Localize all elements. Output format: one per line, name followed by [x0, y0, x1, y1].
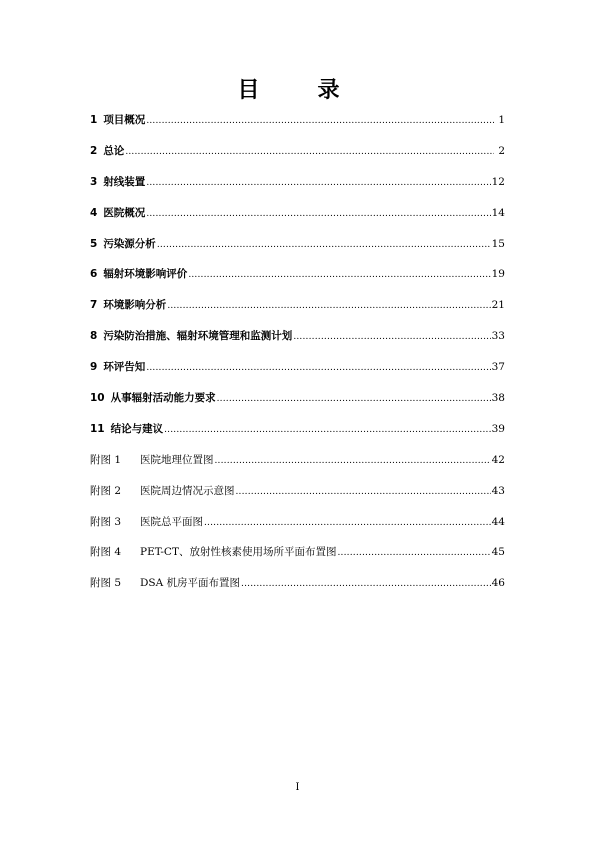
toc-page-number: 2 — [498, 144, 505, 157]
toc-entry-4[interactable] — [90, 205, 505, 236]
dot-leader — [188, 270, 490, 280]
dot-leader — [215, 456, 491, 466]
toc-entry-2[interactable] — [90, 143, 505, 174]
dot-leader — [146, 209, 490, 219]
toc-appendix-2[interactable] — [90, 483, 505, 514]
toc-appendix-1[interactable] — [90, 452, 505, 483]
toc-entry-6[interactable] — [90, 266, 505, 297]
toc-page-number: 38 — [491, 392, 505, 405]
toc-page-number: 19 — [491, 268, 505, 281]
toc-entry-7[interactable] — [90, 297, 505, 328]
dot-leader — [146, 116, 494, 126]
dot-leader — [146, 363, 490, 373]
dot-leader — [236, 487, 491, 497]
toc-entry-label: 10 从事辐射活动能力要求 — [90, 392, 216, 405]
toc-entry-label: 6 辐射环境影响评价 — [90, 268, 188, 281]
page-title: 目 录 — [237, 78, 358, 103]
dot-leader — [164, 425, 491, 435]
toc-appendix-4[interactable] — [90, 544, 505, 575]
dot-leader — [204, 518, 491, 528]
toc-page-number: 43 — [491, 484, 505, 497]
toc-entry-label: 11 结论与建议 — [90, 422, 164, 435]
dot-leader — [217, 394, 491, 404]
dot-leader — [241, 579, 491, 589]
toc-appendix-label: 附图 2 医院周边情况示意图 — [90, 484, 235, 497]
toc-appendix-label: 附图 5 DSA 机房平面布置图 — [90, 577, 241, 590]
dot-leader — [125, 147, 494, 157]
toc-entry-label: 7 环境影响分析 — [90, 299, 167, 312]
toc-entry-label: 2 总论 — [90, 144, 125, 157]
toc-appendix-label: 附图 4 PET-CT、放射性核素使用场所平面布置图 — [90, 546, 337, 559]
toc-entry-label: 4 医院概况 — [90, 206, 146, 219]
toc-entry-3[interactable] — [90, 174, 505, 205]
toc-page-number: 42 — [491, 453, 505, 466]
dot-leader — [293, 332, 490, 342]
toc-entry-label: 3 射线装置 — [90, 175, 146, 188]
toc-appendix-label: 附图 1 医院地理位置图 — [90, 453, 214, 466]
toc-page-number: 14 — [491, 206, 505, 219]
toc-page-number: 39 — [491, 422, 505, 435]
toc-entry-label: 8 污染防治措施、辐射环境管理和监测计划 — [90, 330, 293, 343]
toc-entry-8[interactable] — [90, 328, 505, 359]
toc-appendix-5[interactable] — [90, 575, 505, 606]
toc-appendix-label: 附图 3 医院总平面图 — [90, 515, 203, 528]
toc-entry-9[interactable] — [90, 359, 505, 390]
toc-entry-5[interactable] — [90, 236, 505, 267]
toc-entry-label: 5 污染源分析 — [90, 237, 156, 250]
toc-page-number: 46 — [491, 577, 505, 590]
toc-page-number: 12 — [491, 175, 505, 188]
toc-page-number: 37 — [491, 361, 505, 374]
toc-page-number: 1 — [498, 114, 505, 126]
toc-page-number: 15 — [491, 237, 505, 250]
toc-appendix-3[interactable] — [90, 514, 505, 545]
toc-entry-label: 9 环评告知 — [90, 361, 146, 374]
toc-page-number: 21 — [491, 299, 505, 312]
dot-leader — [167, 301, 490, 311]
toc-entry-10[interactable] — [90, 390, 505, 421]
page-number-footer: I — [295, 782, 300, 793]
toc-page-number: 45 — [491, 546, 505, 559]
dot-leader — [157, 240, 491, 250]
dot-leader — [337, 548, 490, 558]
toc-entry-11[interactable] — [90, 421, 505, 452]
dot-leader — [146, 178, 490, 188]
toc-page-number: 44 — [491, 515, 505, 528]
toc-entry-1[interactable] — [90, 112, 505, 143]
toc-page-number: 33 — [491, 330, 505, 343]
table-of-contents — [90, 112, 505, 606]
toc-entry-label: 1 项目概况 — [90, 114, 146, 126]
